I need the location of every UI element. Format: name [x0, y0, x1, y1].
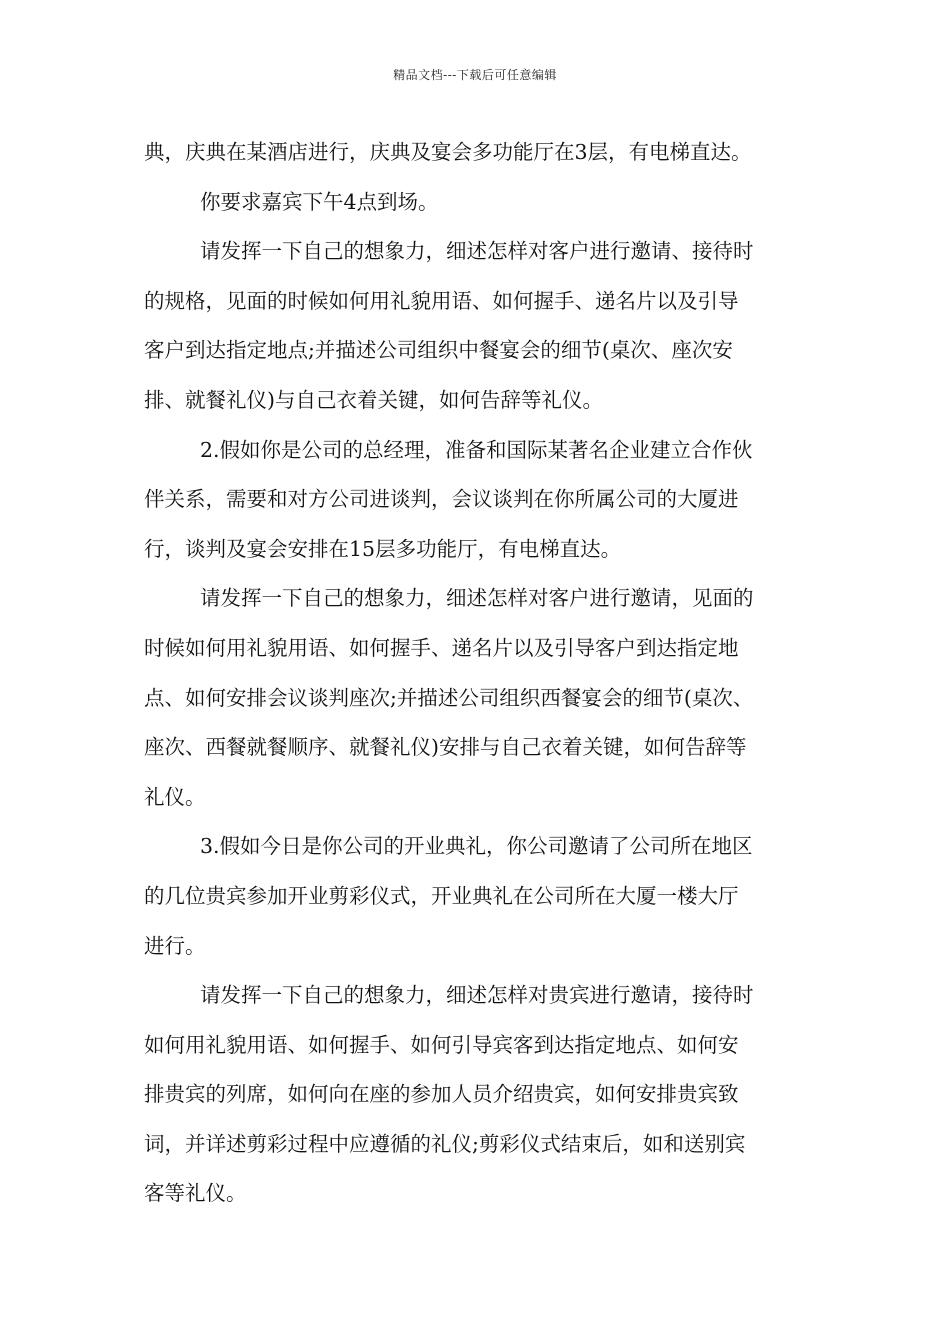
text-line: 座次、西餐就餐顺序、就餐礼仪)安排与自己衣着关键，如何告辞等 — [144, 735, 747, 760]
text-line: 点、如何安排会议谈判座次;并描述公司组织西餐宴会的细节(桌次、 — [144, 685, 754, 710]
text-line: 伴关系，需要和对方公司进谈判，会议谈判在你所属公司的大厦进 — [144, 487, 739, 512]
text-line: 请发挥一下自己的想象力，细述怎样对客户进行邀请、接待时 — [200, 239, 754, 264]
text-line: 如何用礼貌用语、如何握手、如何引导宾客到达指定地点、如何安 — [144, 1032, 739, 1057]
text-line: 礼仪。 — [144, 784, 206, 809]
text-line: 请发挥一下自己的想象力，细述怎样对客户进行邀请，见面的 — [200, 586, 754, 611]
text-line: 客户到达指定地点;并描述公司组织中餐宴会的细节(桌次、座次安 — [144, 338, 733, 363]
text-line: 典，庆典在某酒店进行，庆典及宴会多功能厅在3层，有电梯直达。 — [144, 140, 752, 164]
text-line: 的几位贵宾参加开业剪彩仪式，开业典礼在公司所在大厦一楼大厅 — [144, 883, 739, 908]
text-line: 请发挥一下自己的想象力，细述怎样对贵宾进行邀请，接待时 — [200, 983, 754, 1008]
page-header: 精品文档---下载后可任意编辑 — [393, 68, 557, 82]
text-line: 进行。 — [144, 933, 206, 958]
text-line: 排贵宾的列席，如何向在座的参加人员介绍贵宾，如何安排贵宾致 — [144, 1082, 739, 1107]
text-line: 词，并详述剪彩过程中应遵循的礼仪;剪彩仪式结束后，如和送别宾 — [144, 1131, 746, 1156]
text-line: 2.假如你是公司的总经理，准备和国际某著名企业建立合作伙 — [200, 437, 753, 462]
text-line: 行，谈判及宴会安排在15层多功能厅，有电梯直达。 — [144, 536, 622, 561]
text-line: 你要求嘉宾下午4点到场。 — [200, 189, 439, 214]
text-line: 时候如何用礼貌用语、如何握手、递名片以及引导客户到达指定地 — [144, 635, 739, 660]
document-body — [144, 128, 816, 1219]
text-line: 的规格，见面的时候如何用礼貌用语、如何握手、递名片以及引导 — [144, 288, 739, 313]
text-line: 3.假如今日是你公司的开业典礼，你公司邀请了公司所在地区 — [200, 834, 753, 859]
text-line: 客等礼仪。 — [144, 1181, 247, 1206]
text-line: 排、就餐礼仪)与自己衣着关键，如何告辞等礼仪。 — [144, 387, 603, 412]
